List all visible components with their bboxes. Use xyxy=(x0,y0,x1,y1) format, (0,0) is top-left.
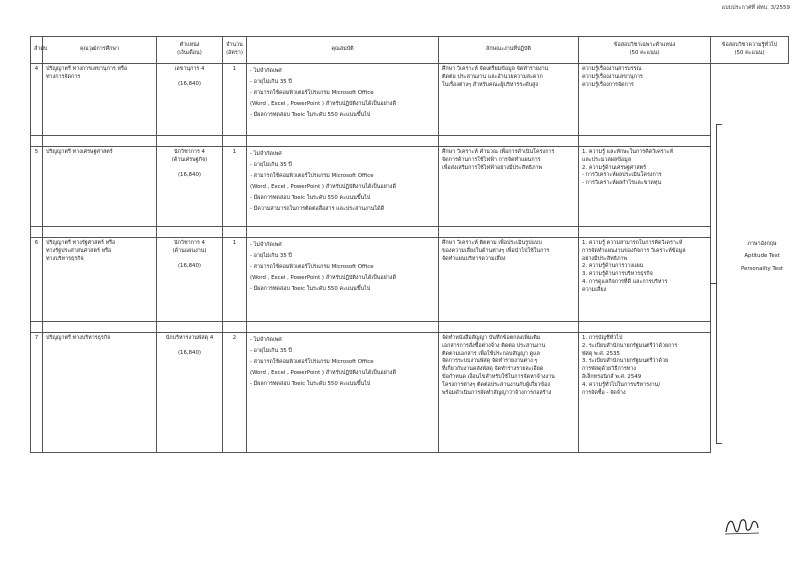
header-count: จำนวน (อัตรา) xyxy=(223,37,247,64)
position-line: นักบริหารงานพัสดุ 4 xyxy=(165,335,214,341)
header-general-exam: ข้อสอบวิชาความรู้ทั่วไป (50 คะแนน) xyxy=(711,37,789,64)
duty-line: ติดต่อ ประสานงาน และอำนวยความสะดวก xyxy=(442,73,543,80)
row-separator xyxy=(31,227,789,238)
properties-line: - สามารถใช้คอมพิวเตอร์โปรแกรม Microsoft Office xyxy=(250,359,374,366)
position xyxy=(157,64,223,136)
position-line: นักวิชาการ 4 xyxy=(174,149,205,155)
qualification xyxy=(43,333,157,453)
position xyxy=(157,333,223,453)
specific-exam-line: ความเสี่ยง xyxy=(582,286,607,293)
properties-line: - สามารถใช้คอมพิวเตอร์โปรแกรม Microsoft Office xyxy=(250,173,374,180)
document-reference: แบบประกาศที่ ฝทบ. 3/2559 xyxy=(721,5,790,11)
duty-line: ในเรื่องต่างๆ สำหรับคณะผู้บริหารระดับสูง xyxy=(442,81,538,88)
row-separator xyxy=(31,136,789,147)
qualification-line: ปริญญาตรี ทางเศรษฐศาสตร์ xyxy=(46,149,113,155)
salary: (16,840) xyxy=(177,262,202,269)
properties xyxy=(247,238,439,322)
properties xyxy=(247,64,439,136)
duty-line: ที่เกี่ยวกับงานคลังพัสดุ จัดทำร่างรายละเอียด xyxy=(442,366,544,373)
qualification-line: ปริญญาตรี ทางบริหารธุรกิจ xyxy=(46,335,111,341)
duty-line: ข้อกำหนด เงื่อนไขสำหรับใช้ในการจัดหาจ้างงาน xyxy=(442,374,555,381)
table-row xyxy=(31,64,789,136)
duty-line: โครงการต่างๆ ติดต่อประสานงานกับผู้เกี่ยวข้อง xyxy=(442,381,550,388)
header-position: ตำแหน่ง (เงินเดือน) xyxy=(157,37,223,64)
general-exam-bracket xyxy=(716,124,723,444)
specific-exam-line: 3. ความรู้ด้านการบริหารธุรกิจ xyxy=(582,271,653,278)
specific-exam-line: การจัดทำแผนงานของกิจการ วิเคราะห์ข้อมูล xyxy=(582,247,686,254)
header-no: ลำดับ xyxy=(31,37,43,64)
properties-line: - มีผลการทดสอบ Toeic ในระดับ 550 คะแนนขึ้นไป xyxy=(250,381,371,388)
specific-exam-line: 2. ระเบียบสำนักนายกรัฐมนตรีว่าด้วยการ xyxy=(582,342,678,349)
qualification xyxy=(43,147,157,227)
job-qualification-table xyxy=(30,36,789,453)
duty xyxy=(439,238,579,322)
properties-line: (Word , Excel , PowerPoint ) สำหรับปฏิบัติงานได้เป็นอย่างดี xyxy=(250,184,396,191)
row-number: 5 xyxy=(31,147,43,227)
properties-line: - สามารถใช้คอมพิวเตอร์โปรแกรม Microsoft Office xyxy=(250,264,374,271)
specific-exam-line: การจัดซื้อ - จัดจ้าง xyxy=(582,389,626,396)
properties xyxy=(247,333,439,453)
properties-line: - อายุไม่เกิน 35 ปี xyxy=(250,253,292,260)
qualification xyxy=(43,238,157,322)
duty xyxy=(439,147,579,227)
specific-exam xyxy=(579,64,711,136)
table-header-row xyxy=(31,37,789,64)
position-count: 1 xyxy=(223,64,247,136)
specific-exam-line: ความรู้เรื่องการจัดการ xyxy=(582,81,634,88)
properties-line: (Word , Excel , PowerPoint ) สำหรับปฏิบัติงานได้เป็นอย่างดี xyxy=(250,275,396,282)
row-number: 7 xyxy=(31,333,43,453)
general-exam-topic: ภาษาอังกฤษ xyxy=(747,241,777,247)
position xyxy=(157,238,223,322)
properties-line: (Word , Excel , PowerPoint ) สำหรับปฏิบัติงานได้เป็นอย่างดี xyxy=(250,370,396,377)
properties-line: - ไม่จำกัดเพศ xyxy=(250,337,282,343)
properties-line: - อายุไม่เกิน 35 ปี xyxy=(250,79,292,86)
row-number: 4 xyxy=(31,64,43,136)
qualification-line: ทางรัฐประศาสนศาสตร์ หรือ xyxy=(46,247,112,254)
row-number: 6 xyxy=(31,238,43,322)
general-exam-topic: Personality Test xyxy=(740,265,784,272)
position-line: (ด้านเศรษฐกิจ) xyxy=(171,156,208,163)
properties-line: - ไม่จำกัดเพศ xyxy=(250,242,282,248)
salary: (16,840) xyxy=(177,171,202,178)
specific-exam xyxy=(579,333,711,453)
duty-line: ศึกษา วิเคราะห์ คำนวณ เพื่อการดำเนินโครงการ xyxy=(442,149,555,155)
properties-line: - อายุไม่เกิน 35 ปี xyxy=(250,348,292,355)
specific-exam-line: และประมวลผลข้อมูล xyxy=(582,156,632,163)
duty xyxy=(439,64,579,136)
position xyxy=(157,147,223,227)
properties-line: - มีผลการทดสอบ Toeic ในระดับ 550 คะแนนขึ้นไป xyxy=(250,195,371,202)
specific-exam xyxy=(579,147,711,227)
signature-mark xyxy=(722,512,762,538)
specific-exam-line: - การวิเคราะห์ผลกำไรและขาดทุน xyxy=(582,180,662,187)
general-exam-topic: Aptitude Test xyxy=(744,253,780,260)
general-exam-topics xyxy=(732,238,792,275)
position-line: เลขานุการ 4 xyxy=(174,66,205,72)
qualification xyxy=(43,64,157,136)
specific-exam-line: 1. การบัญชีทั่วไป xyxy=(582,335,623,341)
specific-exam-line: 4. การดูแลกิจการที่ดี และการบริหาร xyxy=(582,279,668,286)
table-row xyxy=(31,333,789,453)
salary: (16,840) xyxy=(177,80,202,87)
specific-exam-line: อิเล็กทรอนิกส์ พ.ศ. 2549 xyxy=(582,374,642,381)
header-qualification: คุณวุฒิการศึกษา xyxy=(43,37,157,64)
duty xyxy=(439,333,579,453)
specific-exam-line: 2. ความรู้ด้านการวางแผน xyxy=(582,263,644,270)
specific-exam-line: 2. ความรู้ด้านเศรษฐศาสตร์ xyxy=(582,164,647,171)
duty-line: จัดการด้านการใช้ไฟฟ้า การจัดทำแผนการ xyxy=(442,156,541,163)
position-count: 1 xyxy=(223,147,247,227)
salary: (16,840) xyxy=(177,349,202,356)
position-count: 1 xyxy=(223,238,247,322)
header-properties: คุณสมบัติ xyxy=(247,37,439,64)
duty-line: จัดการระบบงานพัสดุ จัดทำรายงานต่าง ๆ xyxy=(442,358,538,365)
general-exam-bracket-tip xyxy=(710,283,716,284)
table-row xyxy=(31,147,789,227)
position-count: 2 xyxy=(223,333,247,453)
specific-exam-line: ความรู้เรื่องงานสารบรรณ xyxy=(582,66,642,72)
duty-line: ของความเสี่ยงในด้านต่างๆ เพื่อนำไปใช้ในการ xyxy=(442,247,550,254)
duty-line: พร้อมดำเนินการจัดทำสัญญาว่าจ้างการก่อสร้าง xyxy=(442,389,552,396)
qualification-line: ทางการจัดการ xyxy=(46,73,81,80)
specific-exam xyxy=(579,238,711,322)
duty-line: ติดตามเอกสาร เพื่อใช้ประกอบสัญญา ดูแล xyxy=(442,350,540,357)
properties-line: (Word , Excel , PowerPoint ) สำหรับปฏิบัติงานได้เป็นอย่างดี xyxy=(250,101,396,108)
specific-exam-line: ความรู้เรื่องงานเลขานุการ xyxy=(582,73,643,80)
specific-exam-line: การพัสดุด้วยวิธีการทาง xyxy=(582,366,636,373)
properties-line: - สามารถใช้คอมพิวเตอร์โปรแกรม Microsoft Office xyxy=(250,90,374,97)
duty-line: ศึกษา วิเคราะห์ จัดเตรียมข้อมูล จัดทำรายงาน xyxy=(442,66,549,72)
properties-line: - อายุไม่เกิน 35 ปี xyxy=(250,162,292,169)
row-separator xyxy=(31,322,789,333)
properties-line: - มีความสามารถในการติดต่อสื่อสาร และประสานงานได้ดี xyxy=(250,206,385,213)
duty-line: เพื่อส่งเสริมการใช้ไฟฟ้าอย่างมีประสิทธิภาพ xyxy=(442,164,543,171)
position-line: (ด้านแผนงาน) xyxy=(172,247,207,254)
position-line: นักวิชาการ 4 xyxy=(174,240,205,246)
specific-exam-line: 1. ความรู้ ความสามารถในการคิดวิเคราะห์ xyxy=(582,240,683,246)
qualification-line: ปริญญาตรี ทางรัฐศาสตร์ หรือ xyxy=(46,240,116,246)
properties-line: - ไม่จำกัดเพศ xyxy=(250,68,282,74)
specific-exam-line: 4. ความรู้ทั่วไปในการบริหารงาน/ xyxy=(582,381,661,388)
properties-line: - มีผลการทดสอบ Toeic ในระดับ 550 คะแนนขึ้นไป xyxy=(250,286,371,293)
specific-exam-line: พัสดุ พ.ศ. 2535 xyxy=(582,350,620,357)
duty-line: จัดทำแผนบริหารความเสี่ยง xyxy=(442,255,506,262)
qualification-line: ทางบริหารธุรกิจ xyxy=(46,255,84,262)
specific-exam-line: 1. ความรู้ และทักษะในการคิดวิเคราะห์ xyxy=(582,149,674,155)
duty-line: จัดทำหนังสือสัญญา บันทึกข้อตกลงเพิ่มเติม xyxy=(442,335,541,341)
duty-line: เอกสารการสั่งซื้อต่างจ้าง ติดต่อ ประสานงาน xyxy=(442,342,546,349)
specific-exam-line: อย่างมีประสิทธิภาพ xyxy=(582,255,628,262)
properties-line: - มีผลการทดสอบ Toeic ในระดับ 550 คะแนนขึ้นไป xyxy=(250,112,371,119)
specific-exam-line: - การวิเคราะห์ผลประเมินโครงการ xyxy=(582,172,662,179)
header-specific-exam: ข้อสอบวิชาเฉพาะตำแหน่ง (50 คะแนน) xyxy=(579,37,711,64)
duty-line: ศึกษา วิเคราะห์ ติดตาม เพื่อประเมินรูปแบบ xyxy=(442,240,542,246)
table-row xyxy=(31,238,789,322)
properties xyxy=(247,147,439,227)
header-duty: ลักษณะงานที่ปฏิบัติ xyxy=(439,37,579,64)
qualification-line: ปริญญาตรี ทางการเลขานุการ หรือ xyxy=(46,66,128,72)
properties-line: - ไม่จำกัดเพศ xyxy=(250,151,282,157)
specific-exam-line: 3. ระเบียบสำนักนายกรัฐมนตรีว่าด้วย xyxy=(582,358,669,365)
